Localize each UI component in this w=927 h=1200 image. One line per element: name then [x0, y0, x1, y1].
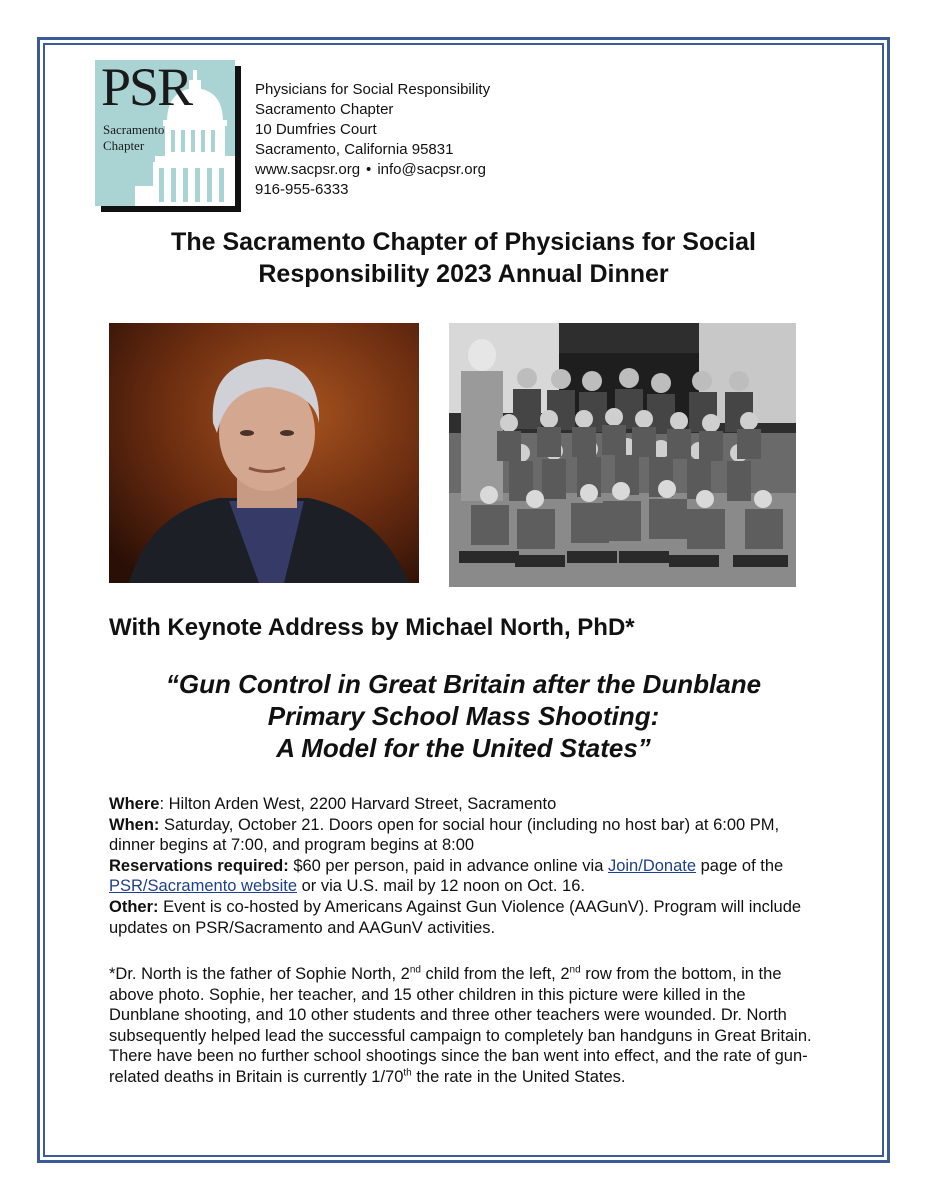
website-link[interactable]: www.sacpsr.org	[255, 161, 361, 178]
reservations-text-3: or via U.S. mail by 12 noon on Oct. 16.	[297, 877, 585, 896]
talk-title	[60, 668, 867, 764]
talk-title-line1: “Gun Control in Great Britain after the Dunblane	[165, 669, 762, 699]
when-text: Saturday, October 21. Doors open for social hour (including no host bar) at 6:00 PM, dinner begins at 7:00, and program begins at 8:00	[109, 815, 780, 855]
reservations-label: Reservations required:	[109, 856, 289, 875]
reservations-line	[109, 856, 829, 897]
title-line2: Responsibility 2023 Annual Dinner	[258, 260, 669, 288]
footnote-paragraph	[109, 964, 819, 1088]
psr-website-link[interactable]: PSR/Sacramento website	[109, 877, 298, 896]
footnote-part2: child from the left, 2	[420, 965, 570, 983]
logo-panel	[95, 60, 235, 206]
street-address: 10 Dumfries Court	[255, 121, 377, 138]
talk-title-line3: A Model for the United States”	[276, 733, 651, 763]
phone-number: 916-955-6333	[255, 181, 349, 198]
title-line1: The Sacramento Chapter of Physicians for Social	[171, 228, 756, 256]
logo-subtitle-line2: Chapter	[103, 138, 145, 153]
logo-subtitle-line1: Sacramento	[103, 122, 165, 137]
footnote-sup2: nd	[569, 964, 581, 976]
reservations-text-1: $60 per person, paid in advance online via	[288, 856, 608, 875]
speaker-portrait-photo	[109, 323, 419, 583]
footnote	[109, 964, 819, 1088]
bullet-separator: •	[366, 161, 372, 178]
address-block	[255, 80, 490, 200]
talk-title-line2: Primary School Mass Shooting:	[267, 701, 660, 731]
event-details	[109, 794, 829, 938]
footnote-part4: the rate in the United States.	[411, 1067, 626, 1086]
psr-logo	[95, 60, 241, 212]
email-link[interactable]: info@sacpsr.org	[377, 161, 486, 178]
footnote-sup3: th	[403, 1067, 412, 1079]
org-name: Physicians for Social Responsibility	[255, 81, 491, 98]
where-label: Where	[109, 795, 160, 813]
chapter-name: Sacramento Chapter	[255, 101, 394, 118]
city-address: Sacramento, California 95831	[255, 141, 454, 158]
when-label: When:	[109, 815, 160, 834]
footnote-part1: *Dr. North is the father of Sophie North, 2	[109, 965, 410, 983]
footnote-part3: row from the bottom, in the above photo. Sophie, her teacher, and 15 other children in this picture were killed in the Dunblane shooting, and 10 other students and three other teachers were wounded. Dr. North subsequently helped lead the successful campaign to completely ban handguns in Great Britain. There have been no further school shootings since the ban went into effect, and the rate of gun-related deaths in Britain is currently 1/70	[109, 965, 812, 1086]
when-line	[109, 815, 829, 856]
other-text: Event is co-hosted by Americans Against Gun Violence (AAGunV). Program will include updates on PSR/Sacramento and AAGunV activities.	[109, 897, 802, 937]
where-line	[109, 794, 829, 815]
class-photo	[449, 323, 796, 587]
other-label: Other:	[109, 897, 159, 916]
footnote-sup1: nd	[409, 964, 421, 976]
where-text: : Hilton Arden West, 2200 Harvard Street, Sacramento	[159, 795, 557, 813]
page-title	[60, 226, 867, 290]
keynote-heading: With Keynote Address by Michael North, PhD*	[109, 614, 635, 641]
logo-subtitle	[103, 122, 164, 154]
logo-text: PSR	[101, 60, 192, 117]
join-donate-link[interactable]: Join/Donate	[607, 856, 697, 875]
reservations-text-2: page of the	[696, 856, 784, 875]
contact-line	[255, 160, 490, 180]
other-line	[109, 897, 829, 938]
